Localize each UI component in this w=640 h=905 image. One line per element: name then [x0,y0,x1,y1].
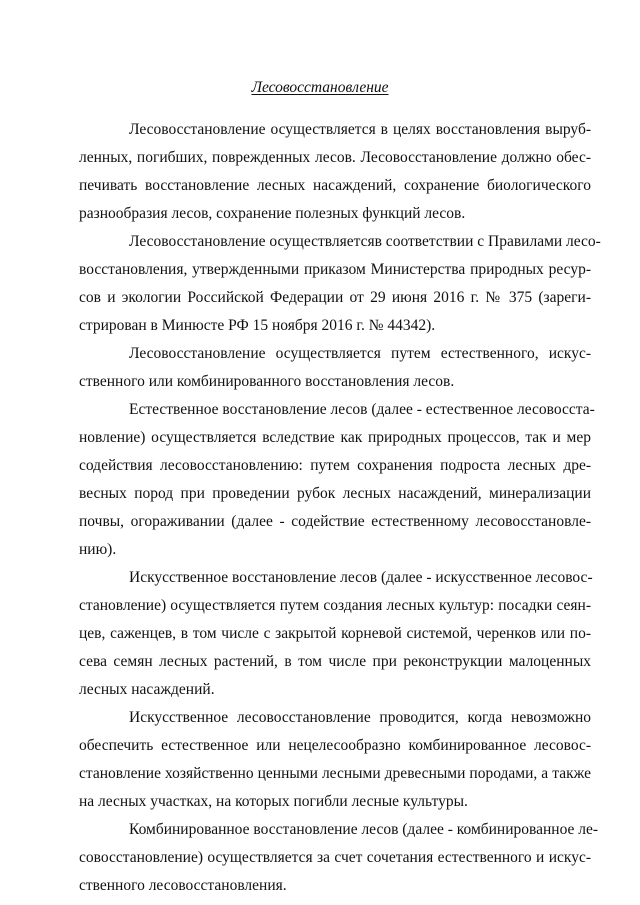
paragraph-line: сов и экологии Российской Федерации от 29 июня 2016 г. № 375 (зареги- [79,289,591,306]
paragraph-line: почвы, огораживании (далее - содействие естественному лесовосстановле- [79,513,591,530]
paragraph-line: лесных насаждений. [79,681,215,698]
paragraph-line: Комбинированное восстановление лесов (далее - комбинированное ле- [129,821,599,838]
paragraph-line: новление) осуществляется вследствие как природных процессов, так и мер [79,429,591,446]
paragraph-line: весных пород при проведении рубок лесных насаждений, минерализации [79,485,591,502]
paragraph-artificial-conditions [79,704,591,816]
paragraph-line: печивать восстановление лесных насаждений, сохранение биологического [79,177,591,194]
paragraph-line: ственного или комбинированного восстановления лесов. [79,373,455,390]
paragraph-line: Лесовосстановление осуществляется в целях восстановления выруб- [129,121,591,138]
paragraph-line: совосстановление) осуществляется за счет сочетания естественного и искус- [79,849,591,866]
paragraph-line: разнообразия лесов, сохранение полезных функций лесов. [79,205,466,222]
paragraph-line: ленных, погибших, поврежденных лесов. Лесовосстановление должно обес- [79,149,591,166]
paragraph-line: нию). [79,541,117,558]
paragraph-line: обеспечить естественное или нецелесообразно комбинированное лесовос- [79,737,591,754]
paragraph-line: Лесовосстановление осуществляетсяв соответствии с Правилами лесо- [129,233,601,250]
paragraph-line: ственного лесовосстановления. [79,877,287,894]
paragraph-line: восстановления, утвержденными приказом Министерства природных ресур- [79,261,591,278]
paragraph-methods [79,340,591,396]
document-title: Лесовосстановление [251,79,389,96]
paragraph-line: стрирован в Минюсте РФ 15 ноября 2016 г. № 44342). [79,317,436,334]
document-body [79,116,601,900]
paragraph-line: становление хозяйственно ценными лесными древесными породами, а также [79,765,591,782]
paragraph-line: Лесовосстановление осуществляется путем естественного, искус- [129,345,591,362]
paragraph-legal-basis [79,228,601,340]
paragraph-forest-restoration-goals [79,116,591,228]
paragraph-line: становление) осуществляется путем создания лесных культур: посадки сеян- [79,597,591,614]
paragraph-line: на лесных участках, на которых погибли лесные культуры. [79,793,468,810]
paragraph-line: содействия лесовосстановлению: путем сохранения подроста лесных дре- [79,457,591,474]
paragraph-line: сева семян лесных растений, в том числе при реконструкции малоценных [79,653,591,670]
paragraph-line: Искусственное восстановление лесов (далее - искусственное лесовос- [129,569,593,586]
paragraph-line: Естественное восстановление лесов (далее - естественное лесовосста- [129,401,595,418]
paragraph-artificial-restoration [79,564,591,704]
paragraph-line: Искусственное лесовосстановление проводится, когда невозможно [129,709,591,726]
paragraph-combined-restoration [79,816,599,900]
paragraph-line: цев, саженцев, в том числе с закрытой корневой системой, черенков или по- [79,625,591,642]
paragraph-natural-restoration [79,396,595,564]
